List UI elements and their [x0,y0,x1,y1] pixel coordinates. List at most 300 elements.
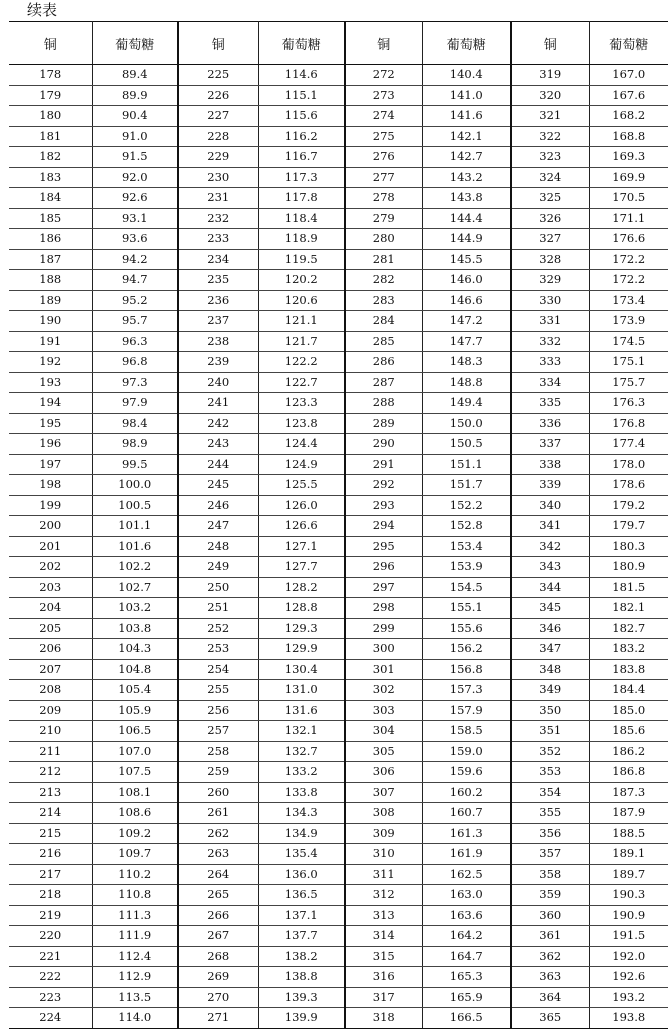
copper-cell: 237 [178,311,258,332]
glucose-cell: 151.1 [422,454,511,475]
copper-cell: 216 [9,844,92,865]
glucose-cell: 192.0 [589,946,668,967]
glucose-cell: 187.9 [589,803,668,824]
copper-cell: 226 [178,85,258,106]
copper-cell: 186 [9,229,92,250]
copper-cell: 302 [345,680,422,701]
table-row [9,495,668,516]
glucose-cell: 153.4 [422,536,511,557]
table-row [9,188,668,209]
copper-cell: 322 [511,126,589,147]
copper-cell: 185 [9,208,92,229]
glucose-cell: 121.7 [258,331,345,352]
glucose-cell: 172.2 [589,270,668,291]
glucose-cell: 105.9 [92,700,178,721]
copper-cell: 245 [178,475,258,496]
table-row [9,147,668,168]
glucose-cell: 183.2 [589,639,668,660]
glucose-cell: 169.9 [589,167,668,188]
glucose-cell: 126.0 [258,495,345,516]
table-row [9,700,668,721]
table-row [9,454,668,475]
table-row [9,762,668,783]
glucose-cell: 168.2 [589,106,668,127]
table-row [9,946,668,967]
copper-cell: 224 [9,1008,92,1029]
copper-cell: 271 [178,1008,258,1029]
glucose-cell: 102.7 [92,577,178,598]
glucose-cell: 144.4 [422,208,511,229]
copper-cell: 310 [345,844,422,865]
table-row [9,85,668,106]
table-row [9,311,668,332]
copper-cell: 354 [511,782,589,803]
copper-cell: 214 [9,803,92,824]
copper-cell: 342 [511,536,589,557]
copper-cell: 277 [345,167,422,188]
copper-cell: 307 [345,782,422,803]
glucose-cell: 118.9 [258,229,345,250]
glucose-cell: 137.1 [258,905,345,926]
copper-cell: 328 [511,249,589,270]
copper-cell: 198 [9,475,92,496]
glucose-cell: 102.2 [92,557,178,578]
copper-cell: 191 [9,331,92,352]
glucose-cell: 113.5 [92,987,178,1008]
glucose-cell: 152.2 [422,495,511,516]
glucose-cell: 103.2 [92,598,178,619]
glucose-cell: 139.9 [258,1008,345,1029]
copper-cell: 206 [9,639,92,660]
copper-cell: 293 [345,495,422,516]
copper-cell: 312 [345,885,422,906]
glucose-cell: 119.5 [258,249,345,270]
glucose-cell: 112.4 [92,946,178,967]
glucose-cell: 122.7 [258,372,345,393]
table-row [9,844,668,865]
glucose-cell: 171.1 [589,208,668,229]
glucose-cell: 123.3 [258,393,345,414]
copper-cell: 315 [345,946,422,967]
glucose-cell: 121.1 [258,311,345,332]
table-row [9,65,668,86]
copper-cell: 363 [511,967,589,988]
glucose-cell: 138.2 [258,946,345,967]
glucose-cell: 129.9 [258,639,345,660]
copper-cell: 351 [511,721,589,742]
copper-cell: 246 [178,495,258,516]
copper-cell: 295 [345,536,422,557]
copper-cell: 234 [178,249,258,270]
glucose-cell: 117.8 [258,188,345,209]
glucose-cell: 92.0 [92,167,178,188]
copper-cell: 292 [345,475,422,496]
glucose-cell: 161.3 [422,823,511,844]
glucose-cell: 122.2 [258,352,345,373]
copper-cell: 183 [9,167,92,188]
glucose-cell: 143.8 [422,188,511,209]
copper-cell: 270 [178,987,258,1008]
glucose-cell: 150.0 [422,413,511,434]
table-row [9,864,668,885]
table-row [9,680,668,701]
copper-cell: 329 [511,270,589,291]
copper-cell: 347 [511,639,589,660]
table-row [9,926,668,947]
glucose-cell: 172.2 [589,249,668,270]
glucose-cell: 105.4 [92,680,178,701]
table-row [9,126,668,147]
glucose-cell: 152.8 [422,516,511,537]
glucose-cell: 145.5 [422,249,511,270]
copper-cell: 318 [345,1008,422,1029]
copper-cell: 297 [345,577,422,598]
copper-cell: 248 [178,536,258,557]
glucose-cell: 118.4 [258,208,345,229]
glucose-cell: 108.1 [92,782,178,803]
copper-cell: 305 [345,741,422,762]
glucose-cell: 133.8 [258,782,345,803]
header-glucose: 葡萄糖 [258,22,345,65]
table-row [9,434,668,455]
header-glucose: 葡萄糖 [422,22,511,65]
glucose-cell: 117.3 [258,167,345,188]
copper-cell: 192 [9,352,92,373]
copper-cell: 291 [345,454,422,475]
copper-cell: 203 [9,577,92,598]
header-copper: 铜 [9,22,92,65]
glucose-cell: 179.7 [589,516,668,537]
copper-cell: 264 [178,864,258,885]
copper-cell: 326 [511,208,589,229]
glucose-cell: 174.5 [589,331,668,352]
copper-cell: 265 [178,885,258,906]
header-copper: 铜 [178,22,258,65]
glucose-cell: 181.5 [589,577,668,598]
copper-cell: 268 [178,946,258,967]
glucose-cell: 161.9 [422,844,511,865]
glucose-cell: 138.8 [258,967,345,988]
table-row [9,823,668,844]
copper-cell: 336 [511,413,589,434]
glucose-cell: 175.1 [589,352,668,373]
glucose-cell: 164.7 [422,946,511,967]
table-row [9,167,668,188]
glucose-cell: 120.6 [258,290,345,311]
copper-cell: 331 [511,311,589,332]
copper-cell: 260 [178,782,258,803]
glucose-cell: 158.5 [422,721,511,742]
glucose-cell: 128.2 [258,577,345,598]
copper-cell: 215 [9,823,92,844]
table-row [9,270,668,291]
glucose-cell: 151.7 [422,475,511,496]
glucose-cell: 112.9 [92,967,178,988]
glucose-cell: 162.5 [422,864,511,885]
copper-cell: 194 [9,393,92,414]
copper-cell: 324 [511,167,589,188]
copper-cell: 229 [178,147,258,168]
glucose-cell: 131.6 [258,700,345,721]
glucose-cell: 116.7 [258,147,345,168]
table-row [9,536,668,557]
glucose-cell: 185.0 [589,700,668,721]
glucose-cell: 132.7 [258,741,345,762]
copper-cell: 209 [9,700,92,721]
page-title: 续表 [27,1,58,19]
table-row [9,208,668,229]
copper-cell: 335 [511,393,589,414]
copper-cell: 353 [511,762,589,783]
glucose-cell: 179.2 [589,495,668,516]
glucose-cell: 114.6 [258,65,345,86]
glucose-cell: 123.8 [258,413,345,434]
copper-cell: 288 [345,393,422,414]
copper-cell: 364 [511,987,589,1008]
copper-cell: 333 [511,352,589,373]
copper-cell: 225 [178,65,258,86]
glucose-cell: 104.3 [92,639,178,660]
glucose-cell: 97.9 [92,393,178,414]
header-copper: 铜 [345,22,422,65]
copper-cell: 325 [511,188,589,209]
glucose-cell: 167.0 [589,65,668,86]
copper-cell: 281 [345,249,422,270]
glucose-cell: 180.3 [589,536,668,557]
glucose-cell: 99.5 [92,454,178,475]
header-glucose: 葡萄糖 [589,22,668,65]
glucose-cell: 189.7 [589,864,668,885]
glucose-cell: 108.6 [92,803,178,824]
copper-cell: 357 [511,844,589,865]
header-copper: 铜 [511,22,589,65]
table-row [9,659,668,680]
glucose-cell: 170.5 [589,188,668,209]
glucose-cell: 97.3 [92,372,178,393]
copper-cell: 266 [178,905,258,926]
glucose-cell: 94.2 [92,249,178,270]
glucose-cell: 167.6 [589,85,668,106]
glucose-cell: 141.6 [422,106,511,127]
copper-cell: 338 [511,454,589,475]
glucose-cell: 160.7 [422,803,511,824]
copper-cell: 201 [9,536,92,557]
copper-cell: 217 [9,864,92,885]
copper-cell: 190 [9,311,92,332]
copper-cell: 212 [9,762,92,783]
copper-cell: 231 [178,188,258,209]
glucose-cell: 147.7 [422,331,511,352]
glucose-cell: 148.8 [422,372,511,393]
glucose-cell: 95.7 [92,311,178,332]
copper-cell: 339 [511,475,589,496]
copper-cell: 275 [345,126,422,147]
copper-cell: 258 [178,741,258,762]
copper-cell: 249 [178,557,258,578]
glucose-cell: 141.0 [422,85,511,106]
copper-cell: 235 [178,270,258,291]
glucose-cell: 193.8 [589,1008,668,1029]
copper-cell: 197 [9,454,92,475]
glucose-cell: 130.4 [258,659,345,680]
table-row [9,249,668,270]
glucose-cell: 98.9 [92,434,178,455]
copper-cell: 299 [345,618,422,639]
copper-glucose-table [9,21,668,1029]
table-row [9,372,668,393]
copper-cell: 200 [9,516,92,537]
table-row [9,413,668,434]
glucose-cell: 142.1 [422,126,511,147]
copper-cell: 251 [178,598,258,619]
copper-cell: 263 [178,844,258,865]
glucose-cell: 98.4 [92,413,178,434]
copper-cell: 204 [9,598,92,619]
glucose-cell: 177.4 [589,434,668,455]
glucose-cell: 129.3 [258,618,345,639]
copper-cell: 261 [178,803,258,824]
copper-cell: 276 [345,147,422,168]
glucose-cell: 111.3 [92,905,178,926]
copper-cell: 341 [511,516,589,537]
glucose-cell: 100.0 [92,475,178,496]
copper-cell: 301 [345,659,422,680]
glucose-cell: 139.3 [258,987,345,1008]
copper-cell: 350 [511,700,589,721]
copper-cell: 360 [511,905,589,926]
table-row [9,229,668,250]
copper-cell: 252 [178,618,258,639]
copper-cell: 358 [511,864,589,885]
glucose-cell: 173.4 [589,290,668,311]
glucose-cell: 100.5 [92,495,178,516]
copper-cell: 313 [345,905,422,926]
copper-cell: 181 [9,126,92,147]
glucose-cell: 101.6 [92,536,178,557]
glucose-cell: 159.0 [422,741,511,762]
copper-cell: 348 [511,659,589,680]
glucose-cell: 110.2 [92,864,178,885]
glucose-cell: 146.6 [422,290,511,311]
glucose-cell: 159.6 [422,762,511,783]
copper-cell: 343 [511,557,589,578]
table-row [9,803,668,824]
copper-cell: 356 [511,823,589,844]
glucose-cell: 91.5 [92,147,178,168]
copper-cell: 205 [9,618,92,639]
copper-cell: 286 [345,352,422,373]
glucose-cell: 134.3 [258,803,345,824]
glucose-cell: 156.8 [422,659,511,680]
copper-cell: 247 [178,516,258,537]
glucose-cell: 154.5 [422,577,511,598]
glucose-cell: 114.0 [92,1008,178,1029]
glucose-cell: 190.3 [589,885,668,906]
copper-cell: 361 [511,926,589,947]
table-row [9,516,668,537]
glucose-cell: 184.4 [589,680,668,701]
copper-cell: 283 [345,290,422,311]
copper-cell: 269 [178,967,258,988]
header-glucose: 葡萄糖 [92,22,178,65]
glucose-cell: 190.9 [589,905,668,926]
table-row [9,721,668,742]
glucose-cell: 164.2 [422,926,511,947]
copper-cell: 180 [9,106,92,127]
copper-cell: 182 [9,147,92,168]
copper-cell: 210 [9,721,92,742]
copper-cell: 290 [345,434,422,455]
copper-cell: 346 [511,618,589,639]
glucose-cell: 110.8 [92,885,178,906]
glucose-cell: 127.7 [258,557,345,578]
glucose-cell: 165.3 [422,967,511,988]
copper-cell: 317 [345,987,422,1008]
glucose-cell: 136.5 [258,885,345,906]
copper-cell: 311 [345,864,422,885]
copper-cell: 309 [345,823,422,844]
copper-cell: 304 [345,721,422,742]
copper-cell: 284 [345,311,422,332]
glucose-cell: 104.8 [92,659,178,680]
copper-cell: 294 [345,516,422,537]
glucose-cell: 135.4 [258,844,345,865]
copper-cell: 242 [178,413,258,434]
glucose-cell: 193.2 [589,987,668,1008]
copper-cell: 236 [178,290,258,311]
copper-cell: 208 [9,680,92,701]
copper-cell: 320 [511,85,589,106]
copper-cell: 289 [345,413,422,434]
copper-cell: 321 [511,106,589,127]
glucose-cell: 137.7 [258,926,345,947]
copper-cell: 300 [345,639,422,660]
glucose-cell: 191.5 [589,926,668,947]
copper-cell: 298 [345,598,422,619]
glucose-cell: 103.8 [92,618,178,639]
table-row [9,106,668,127]
glucose-cell: 134.9 [258,823,345,844]
glucose-cell: 156.2 [422,639,511,660]
copper-cell: 352 [511,741,589,762]
glucose-cell: 182.7 [589,618,668,639]
glucose-cell: 89.4 [92,65,178,86]
table-row [9,577,668,598]
glucose-cell: 143.2 [422,167,511,188]
copper-cell: 262 [178,823,258,844]
copper-cell: 227 [178,106,258,127]
copper-cell: 232 [178,208,258,229]
glucose-cell: 149.4 [422,393,511,414]
glucose-cell: 136.0 [258,864,345,885]
copper-cell: 306 [345,762,422,783]
copper-cell: 220 [9,926,92,947]
table-row [9,393,668,414]
copper-cell: 241 [178,393,258,414]
glucose-cell: 116.2 [258,126,345,147]
copper-cell: 193 [9,372,92,393]
table-row [9,331,668,352]
copper-cell: 256 [178,700,258,721]
copper-cell: 355 [511,803,589,824]
glucose-cell: 107.5 [92,762,178,783]
glucose-cell: 92.6 [92,188,178,209]
copper-cell: 238 [178,331,258,352]
copper-cell: 211 [9,741,92,762]
copper-cell: 273 [345,85,422,106]
glucose-cell: 125.5 [258,475,345,496]
glucose-cell: 155.1 [422,598,511,619]
